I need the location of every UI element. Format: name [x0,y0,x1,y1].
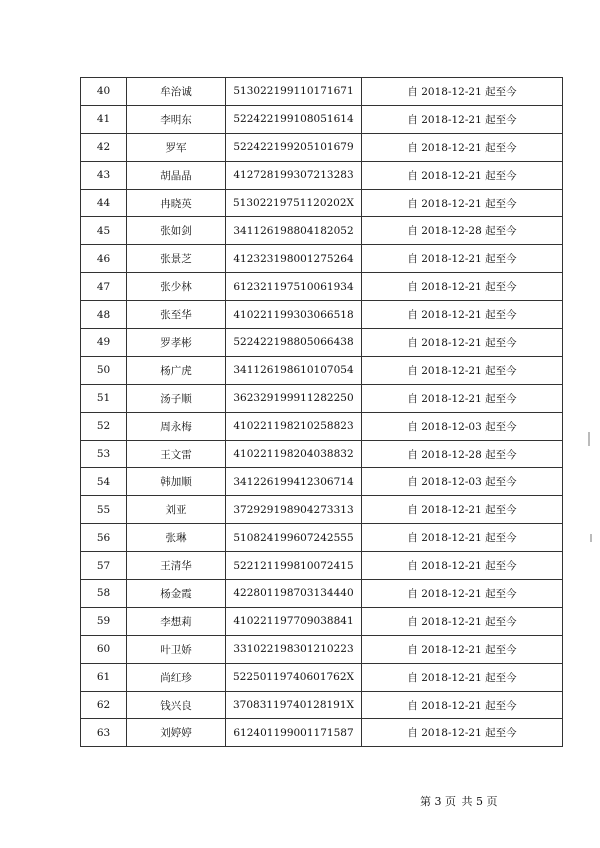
table-row [81,607,563,635]
id-number: 510824199607242555 [226,524,362,552]
id-number: 37083119740128191X [226,691,362,719]
id-number: 341126198610107054 [226,356,362,384]
table-row [81,719,563,747]
id-number: 612401199001171587 [226,719,362,747]
employment-period: 自 2018-12-21 起至今 [362,133,563,161]
table-row [81,105,563,133]
row-number: 44 [81,189,127,217]
person-name: 尚红珍 [127,663,226,691]
person-name: 罗军 [127,133,226,161]
row-number: 48 [81,301,127,329]
row-number: 55 [81,496,127,524]
id-number: 522422199108051614 [226,105,362,133]
row-number: 41 [81,105,127,133]
person-name: 叶卫娇 [127,635,226,663]
person-name: 张至华 [127,301,226,329]
person-name: 张少林 [127,273,226,301]
employment-period: 自 2018-12-21 起至今 [362,635,563,663]
row-number: 57 [81,552,127,580]
row-number: 52 [81,412,127,440]
employment-period: 自 2018-12-21 起至今 [362,552,563,580]
id-number: 410221197709038841 [226,607,362,635]
person-name: 周永梅 [127,412,226,440]
table-row [81,635,563,663]
id-number: 410221198210258823 [226,412,362,440]
page-footer [420,793,500,809]
person-name: 张琳 [127,524,226,552]
employment-period: 自 2018-12-21 起至今 [362,580,563,608]
person-name: 刘婷婷 [127,719,226,747]
table-row [81,189,563,217]
table-row [81,496,563,524]
row-number: 46 [81,245,127,273]
id-number: 412323198001275264 [226,245,362,273]
person-name: 杨金霞 [127,580,226,608]
table-row [81,78,563,106]
id-number: 331022198301210223 [226,635,362,663]
row-number: 54 [81,468,127,496]
employment-period: 自 2018-12-21 起至今 [362,273,563,301]
table-row [81,412,563,440]
table-row [81,691,563,719]
employment-period: 自 2018-12-21 起至今 [362,78,563,106]
employment-period: 自 2018-12-21 起至今 [362,189,563,217]
id-number: 410221199303066518 [226,301,362,329]
row-number: 45 [81,217,127,245]
row-number: 62 [81,691,127,719]
person-name: 张景芝 [127,245,226,273]
employment-period: 自 2018-12-21 起至今 [362,524,563,552]
employment-period: 自 2018-12-21 起至今 [362,663,563,691]
table-row [81,273,563,301]
person-name: 冉晓英 [127,189,226,217]
id-number: 522422198805066438 [226,329,362,357]
id-number: 372929198904273313 [226,496,362,524]
table-row [81,161,563,189]
table-row [81,663,563,691]
row-number: 60 [81,635,127,663]
employment-period: 自 2018-12-21 起至今 [362,105,563,133]
person-name: 牟治诚 [127,78,226,106]
id-number: 422801198703134440 [226,580,362,608]
row-number: 43 [81,161,127,189]
id-number: 362329199911282250 [226,384,362,412]
table-row [81,440,563,468]
employment-period: 自 2018-12-28 起至今 [362,217,563,245]
table-row [81,580,563,608]
scan-mark [588,432,590,446]
person-name: 李想莉 [127,607,226,635]
row-number: 59 [81,607,127,635]
person-name: 王清华 [127,552,226,580]
table-row [81,133,563,161]
id-number: 522422199205101679 [226,133,362,161]
employment-period: 自 2018-12-03 起至今 [362,468,563,496]
person-name: 罗孝彬 [127,329,226,357]
person-name: 张如剑 [127,217,226,245]
id-number: 513022199110171671 [226,78,362,106]
row-number: 51 [81,384,127,412]
employment-period: 自 2018-12-21 起至今 [362,161,563,189]
row-number: 61 [81,663,127,691]
table-row [81,217,563,245]
person-name: 王文雷 [127,440,226,468]
table-row [81,468,563,496]
employment-period: 自 2018-12-28 起至今 [362,440,563,468]
employment-period: 自 2018-12-21 起至今 [362,719,563,747]
table-row [81,524,563,552]
page-number: 第 3 页 [420,795,456,808]
page-total: 共 5 页 [461,795,498,808]
employment-period: 自 2018-12-21 起至今 [362,301,563,329]
id-number: 341226199412306714 [226,468,362,496]
row-number: 49 [81,329,127,357]
row-number: 63 [81,719,127,747]
row-number: 56 [81,524,127,552]
row-number: 50 [81,356,127,384]
employment-period: 自 2018-12-03 起至今 [362,412,563,440]
table-row [81,356,563,384]
table-row [81,552,563,580]
table-row [81,329,563,357]
table-row [81,384,563,412]
person-name: 钱兴良 [127,691,226,719]
row-number: 47 [81,273,127,301]
personnel-table-body [81,78,563,747]
employment-period: 自 2018-12-21 起至今 [362,691,563,719]
scan-mark [590,534,592,542]
person-name: 韩加顺 [127,468,226,496]
person-name: 胡晶晶 [127,161,226,189]
employment-period: 自 2018-12-21 起至今 [362,329,563,357]
id-number: 410221198204038832 [226,440,362,468]
row-number: 40 [81,78,127,106]
person-name: 汤子顺 [127,384,226,412]
id-number: 412728199307213283 [226,161,362,189]
id-number: 341126198804182052 [226,217,362,245]
employment-period: 自 2018-12-21 起至今 [362,496,563,524]
employment-period: 自 2018-12-21 起至今 [362,245,563,273]
employment-period: 自 2018-12-21 起至今 [362,384,563,412]
id-number: 52250119740601762X [226,663,362,691]
employment-period: 自 2018-12-21 起至今 [362,607,563,635]
row-number: 58 [81,580,127,608]
id-number: 51302219751120202X [226,189,362,217]
row-number: 53 [81,440,127,468]
personnel-table [80,77,563,747]
person-name: 杨广虎 [127,356,226,384]
person-name: 刘亚 [127,496,226,524]
person-name: 李明东 [127,105,226,133]
id-number: 522121199810072415 [226,552,362,580]
table-row [81,301,563,329]
employment-period: 自 2018-12-21 起至今 [362,356,563,384]
row-number: 42 [81,133,127,161]
id-number: 612321197510061934 [226,273,362,301]
table-row [81,245,563,273]
